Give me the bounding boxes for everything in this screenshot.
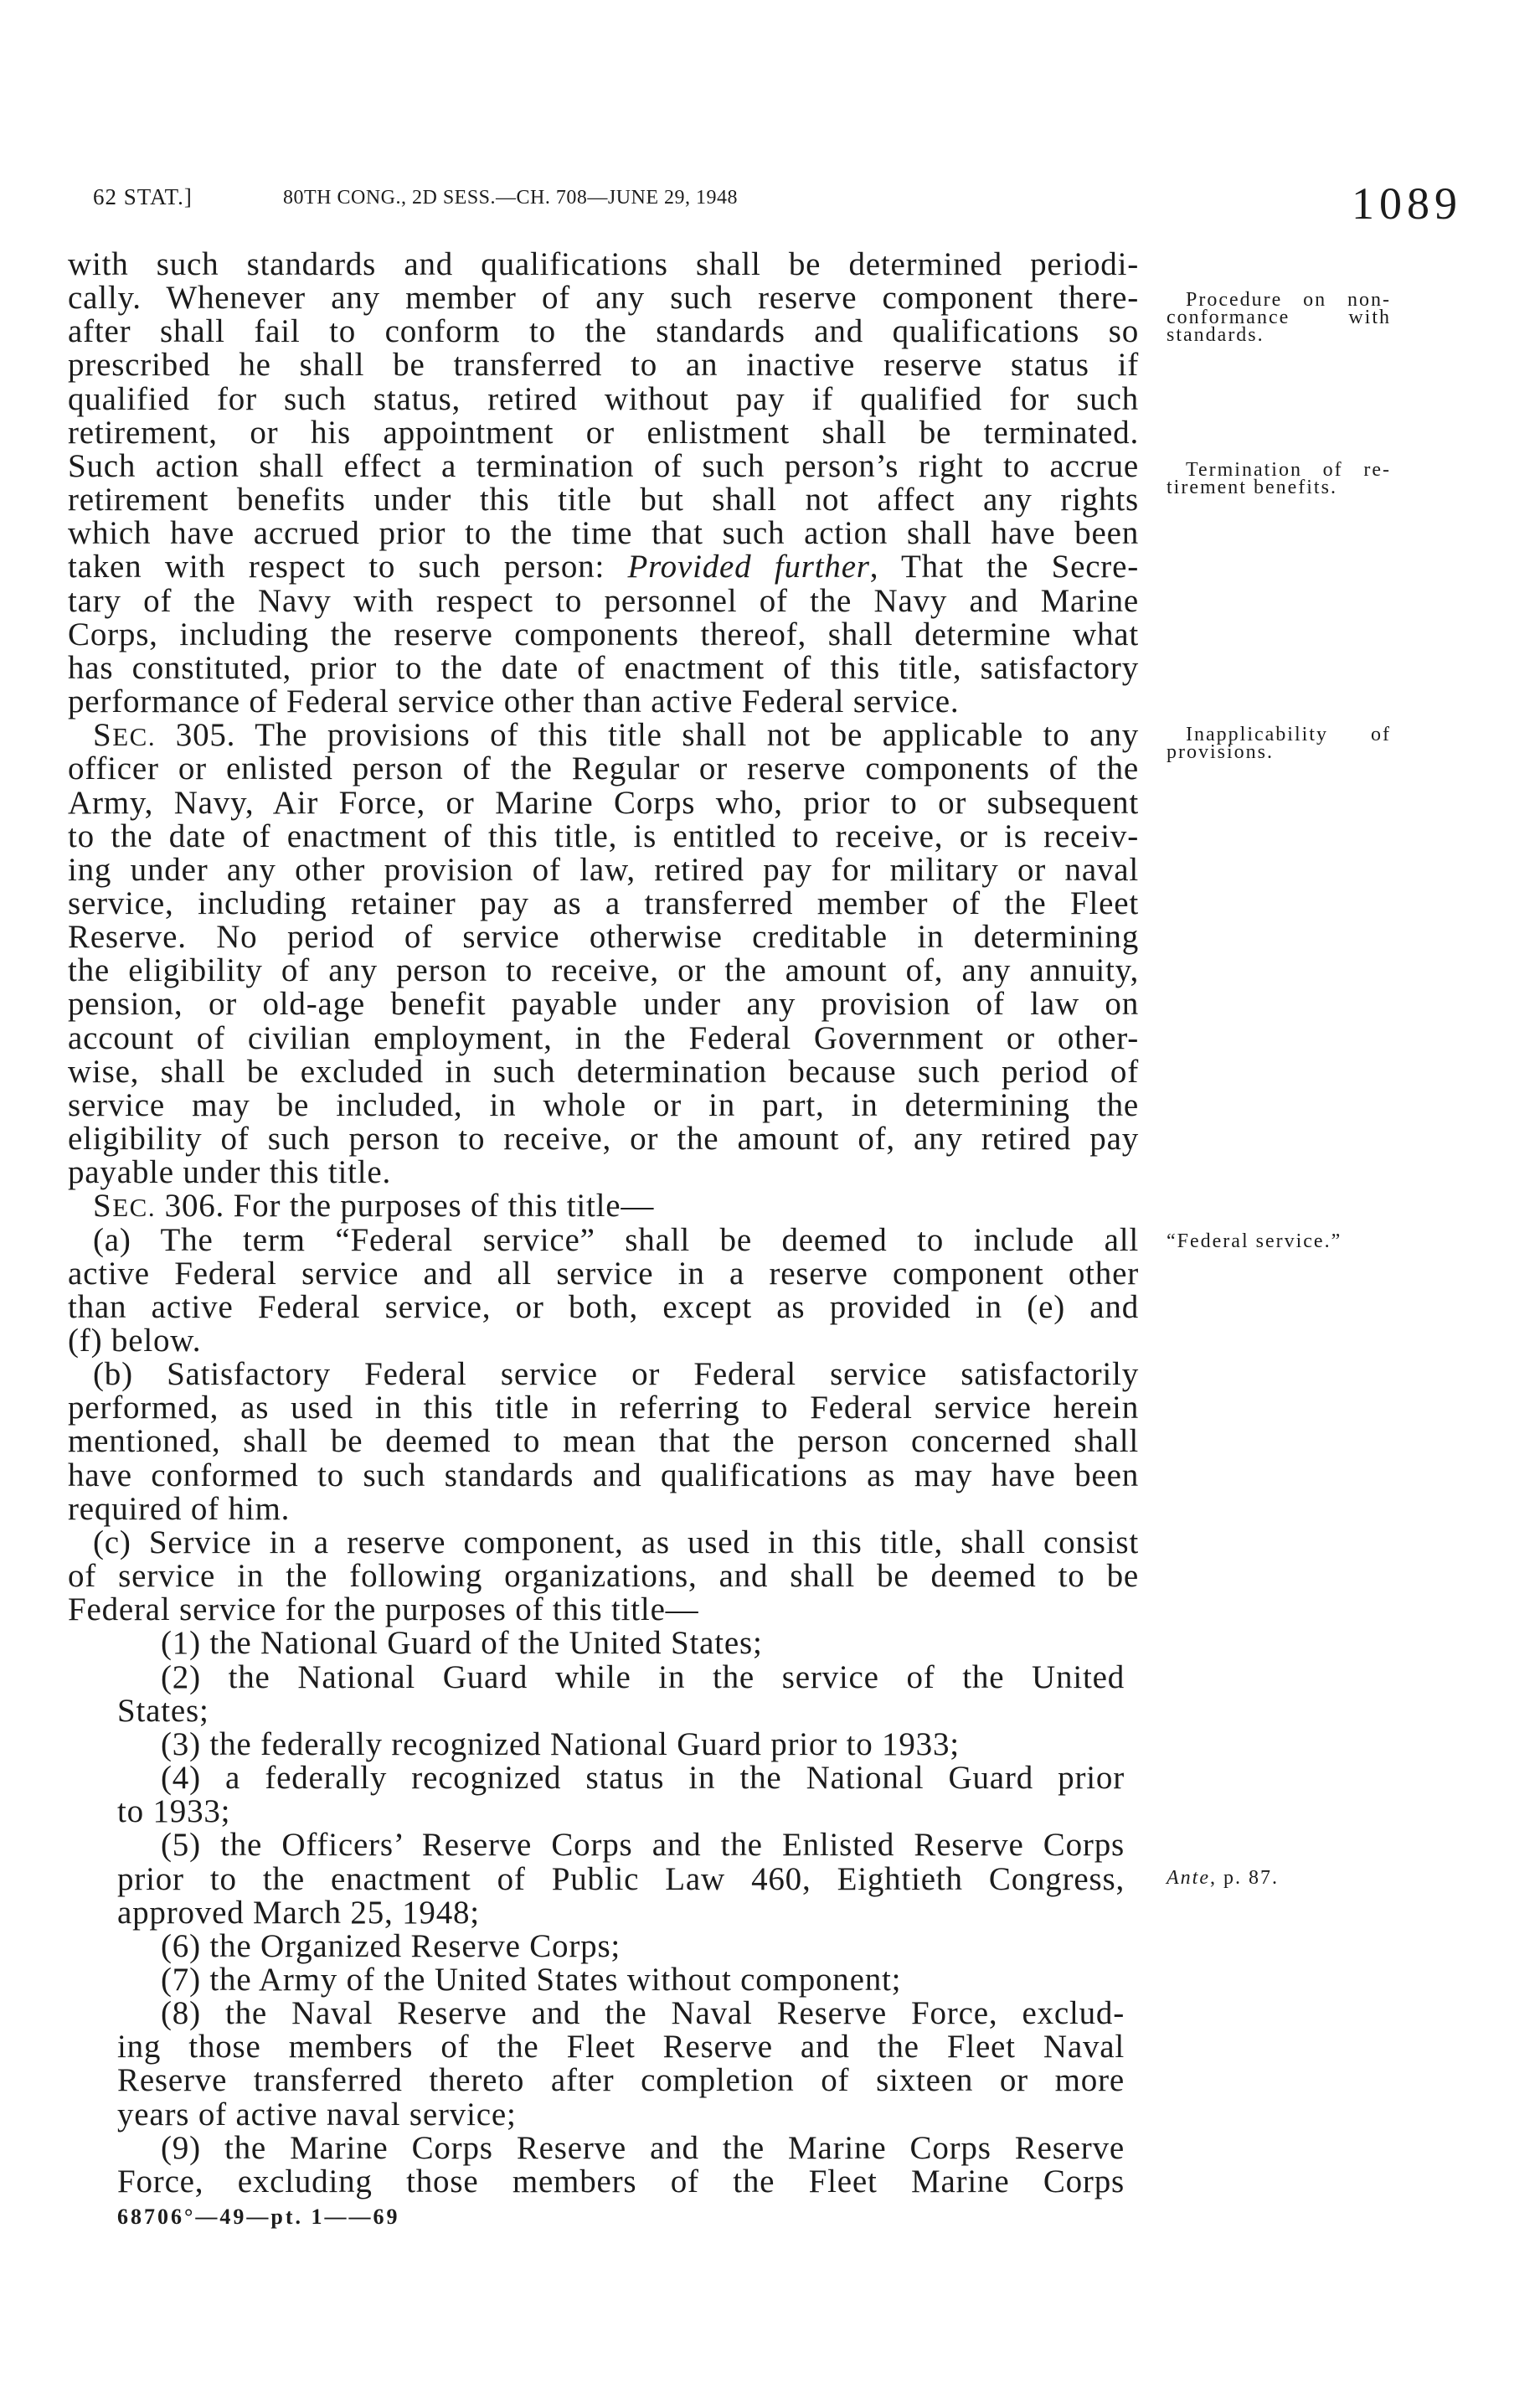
margin-note-line: conformance with [1167, 307, 1391, 328]
text-line: pension, or old-age benefit payable under any provision of law on [68, 986, 1139, 1023]
text-line: (2) the National Guard while in the service of the United [161, 1658, 1125, 1695]
text-line: active Federal service and all service in a reserve component other [68, 1255, 1139, 1292]
text-line: has constituted, prior to the date of enactment of this title, satisfactory [68, 649, 1139, 686]
text-line: (b) Satisfactory Federal service or Federal service satisfactorily [93, 1356, 1139, 1393]
text-line: performance of Federal service other than active Federal service. [68, 683, 960, 720]
text-line: Such action shall effect a termination of such person’s right to accrue [68, 447, 1139, 484]
text-line: which have accrued prior to the time that such action shall have been [68, 515, 1139, 552]
list-item [68, 1658, 1139, 1729]
text-line: account of civilian employment, in the Federal Government or other- [68, 1019, 1139, 1056]
margin-note-line: tirement benefits. [1167, 477, 1337, 498]
text-line [68, 550, 1139, 584]
list-item [68, 1627, 1139, 1660]
text-line: officer or enlisted person of the Regular or reserve components of the [68, 750, 1139, 787]
text-line: tary of the Navy with respect to personnel of the Navy and Marine [68, 582, 1139, 619]
text-line: service may be included, in whole or in part, in determining the [68, 1086, 1139, 1123]
text-line: States; [117, 1692, 209, 1729]
margin-note-line [1167, 1867, 1391, 1889]
italic-proviso: Provided further [627, 549, 870, 585]
section-306 [68, 1189, 1139, 1223]
text-line: payable under this title. [68, 1154, 392, 1191]
text-line [68, 1189, 1139, 1223]
text-line: (5) the Officers’ Reserve Corps and the Enlisted Reserve Corps [161, 1827, 1125, 1864]
page-number: 1089 [1352, 178, 1462, 229]
text-line: prior to the enactment of Public Law 460, Eightieth Congress, [117, 1860, 1125, 1897]
text-line: eligibility of such person to receive, or the amount of, any retired pay [68, 1121, 1139, 1158]
text-run: , p. 87. [1209, 1867, 1279, 1889]
margin-note-inapplicability [1167, 726, 1391, 761]
text-line: prescribed he shall be transferred to an inactive reserve status if [68, 347, 1139, 384]
text-run: For the purposes of this title— [233, 1188, 655, 1225]
text-line: required of him. [68, 1490, 291, 1527]
margin-note-line: Inapplicability of [1186, 724, 1391, 745]
section-label: SEC. [93, 1188, 157, 1225]
italic-run: Ante [1167, 1867, 1210, 1889]
text-line: (6) the Organized Reserve Corps; [161, 1927, 621, 1964]
margin-note-line: provisions. [1167, 741, 1275, 763]
subsection-b [68, 1358, 1139, 1526]
text-line: performed, as used in this title in referring to Federal service herein [68, 1390, 1139, 1426]
text-line: (1) the National Guard of the United States; [161, 1625, 763, 1662]
text-line: the eligibility of any person to receive, or the amount of, any annuity, [68, 952, 1139, 989]
text-line: Reserve. No period of service otherwise creditable in determining [68, 919, 1139, 956]
text-line: wise, shall be excluded in such determination because such period of [68, 1053, 1139, 1090]
text-line: mentioned, shall be deemed to mean that the person concerned shall [68, 1423, 1139, 1460]
text-line: retirement benefits under this title but shall not affect any rights [68, 482, 1139, 518]
paragraph-continuation [68, 248, 1139, 719]
text-line: (9) the Marine Corps Reserve and the Marine Corps Reserve [161, 2129, 1125, 2166]
margin-note-procedure [1167, 291, 1391, 344]
text-line: Army, Navy, Air Force, or Marine Corps who, prior to or subsequent [68, 784, 1139, 821]
list-item [68, 2129, 1139, 2200]
volume-reference: 62 STAT.] [93, 184, 193, 209]
text-run: , That the Secre- [869, 549, 1139, 585]
text-line: than active Federal service, or both, except as provided in (e) and [68, 1288, 1139, 1325]
text-line: (3) the federally recognized National Guard prior to 1933; [161, 1725, 960, 1762]
text-line: of service in the following organizations, and shall be deemed to be [68, 1558, 1139, 1595]
text-line: years of active naval service; [117, 2096, 517, 2133]
text-line: (f) below. [68, 1323, 202, 1359]
text-line: Corps, including the reserve components thereof, shall determine what [68, 616, 1139, 652]
text-line: (c) Service in a reserve component, as used in this title, shall consist [93, 1524, 1139, 1560]
text-line: (a) The term “Federal service” shall be deemed to include all [93, 1221, 1139, 1258]
margin-note-termination [1167, 459, 1391, 498]
margin-note-federal-service [1167, 1230, 1391, 1252]
text-line: (8) the Naval Reserve and the Naval Reserve Force, exclud- [161, 1995, 1125, 2032]
text-line: ing under any other provision of law, retired pay for military or naval [68, 851, 1139, 888]
section-number: 305. [175, 717, 236, 754]
text-line: after shall fail to conform to the standards and qualifications so [68, 313, 1139, 350]
section-305 [68, 719, 1139, 1189]
margin-note-line: standards. [1167, 324, 1264, 346]
list-item [68, 1997, 1139, 2132]
margin-note-line: “Federal service.” [1167, 1230, 1342, 1252]
text-line: Force, excluding those members of the Fleet Marine Corps [117, 2163, 1125, 2200]
text-line: retirement, or his appointment or enlistment shall be terminated. [68, 414, 1139, 451]
list-item [68, 1963, 1139, 1997]
list-item [68, 1761, 1139, 1828]
text-line: (4) a federally recognized status in the National Guard prior [161, 1760, 1125, 1797]
list-item [68, 1725, 1139, 1762]
text-line: (7) the Army of the United States without component; [161, 1961, 902, 1998]
subsection-c [68, 1526, 1139, 1627]
margin-note-line: Procedure on non- [1186, 289, 1391, 311]
margin-note-line: Termination of re- [1186, 459, 1391, 481]
list-item [68, 1828, 1139, 1929]
statute-text [68, 248, 1139, 2199]
printer-imprint: 68706°—49—pt. 1——69 [117, 2205, 400, 2229]
section-label: SEC. [93, 717, 157, 754]
text-run: The provisions of this title shall not be applicable to any [255, 717, 1139, 754]
margin-note-cross-reference [1167, 1867, 1391, 1889]
text-line: Reserve transferred thereto after completion of sixteen or more [117, 2062, 1125, 2099]
subsection-a [68, 1221, 1139, 1359]
text-line: have conformed to such standards and qualifications as may have been [68, 1457, 1139, 1493]
text-run: taken with respect to such person: [68, 549, 605, 585]
text-line: to the date of enactment of this title, is entitled to receive, or is receiv- [68, 817, 1139, 854]
text-line: cally. Whenever any member of any such reserve component there- [68, 280, 1139, 317]
text-line: ing those members of the Fleet Reserve and the Fleet Naval [117, 2029, 1125, 2066]
text-line: qualified for such status, retired without pay if qualified for such [68, 380, 1139, 417]
list-item [68, 1927, 1139, 1964]
text-line: with such standards and qualifications shall be determined periodi- [68, 246, 1139, 282]
text-line: service, including retainer pay as a transferred member of the Fleet [68, 884, 1139, 921]
section-number: 306. [164, 1188, 225, 1225]
running-head: 80TH CONG., 2D SESS.—CH. 708—JUNE 29, 1948 [283, 187, 739, 209]
text-line [68, 719, 1139, 752]
text-line: Federal service for the purposes of this title— [68, 1591, 699, 1628]
text-line: approved March 25, 1948; [117, 1894, 480, 1931]
text-line: to 1933; [117, 1793, 231, 1830]
